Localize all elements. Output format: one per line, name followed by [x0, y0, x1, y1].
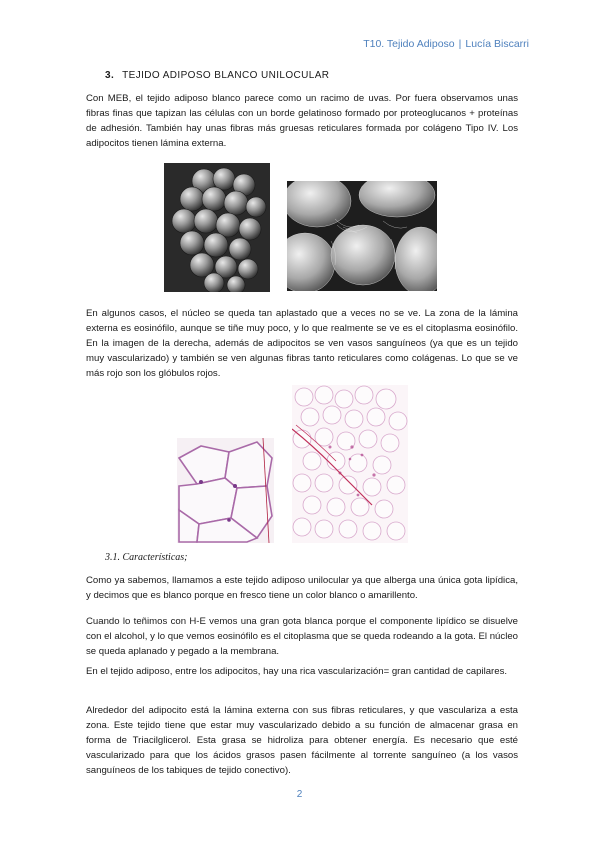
- page-header: [363, 38, 529, 50]
- characteristics-paragraph-2: Cuando lo teñimos con H-E vemos una gran gota blanca porque el componente lipídico se disuelve con el alcohol, y lo que vemos eosinófilo es el citoplasma que se queda rodeando a la gota. El núcleo se queda aplanado y pegado a la membrana.: [86, 616, 518, 657]
- characteristics-paragraph-4: Alrededor del adipocito está la lámina externa con sus fibras reticulares, y que vasculariza a esta zona. Este tejido tiene que estar muy vascularizado debido a su función de almacenar grasa en forma de Triacilglicerol. Esta grasa se hidroliza para obtener energía. Es necesario que esté vascularizado para que los ácidos grasos pasen fácilmente al torrente sanguíneo (a los vasos sanguíneos de los tabiques de tejido conectivo).: [86, 705, 518, 776]
- page-number: 2: [296, 789, 303, 800]
- section-number: 3.: [105, 70, 115, 81]
- characteristics-paragraph-3: En el tejido adiposo, entre los adipocitos, hay una rica vascularización= gran cantidad de capilares.: [86, 666, 508, 677]
- intro-paragraph: Con MEB, el tejido adiposo blanco parece como un racimo de uvas. Por fuera observamos unas fibras finas que tapizan las células con un borde gelatinoso formado por proteoglucanos + proteínas de adhesión. También hay unas fibras más gruesas reticulares formada por colágeno Tipo IV. Los adipocitos tienen lámina externa.: [86, 93, 518, 149]
- sem-adipocyte-fibers-image: [287, 181, 437, 291]
- sem-adipocyte-cluster-image: [164, 163, 270, 292]
- description-paragraph: En algunos casos, el núcleo se queda tan aplastado que a veces no se ve. La zona de la lámina externa es eosinófilo, aunque se tiñe muy poco, y lo que realmente se ve es el citoplasma eosinófilo. En la imagen de la derecha, además de adipocitos se ven vasos sanguíneos (ya que es un tejido muy vascularizado) y también se ven algunas fibras tanto reticulares como colágenas. Lo que se ve más rojo son los glóbulos rojos.: [86, 308, 518, 379]
- histology-adipocytes-image: [177, 438, 274, 543]
- histology-vascularized-tissue-image: [292, 385, 408, 543]
- characteristics-paragraph-1: Como ya sabemos, llamamos a este tejido adiposo unilocular ya que alberga una única gota lipídica, y decimos que es blanco porque en fresco tiene un color blanco o amarillento.: [86, 575, 518, 601]
- header-separator: |: [458, 38, 462, 50]
- section-heading: [105, 70, 329, 81]
- section-title: TEJIDO ADIPOSO BLANCO UNILOCULAR: [122, 70, 330, 81]
- subsection-title: 3.1. Características;: [105, 552, 188, 563]
- header-author: Lucía Biscarri: [465, 38, 529, 50]
- header-title: T10. Tejido Adiposo: [363, 38, 455, 50]
